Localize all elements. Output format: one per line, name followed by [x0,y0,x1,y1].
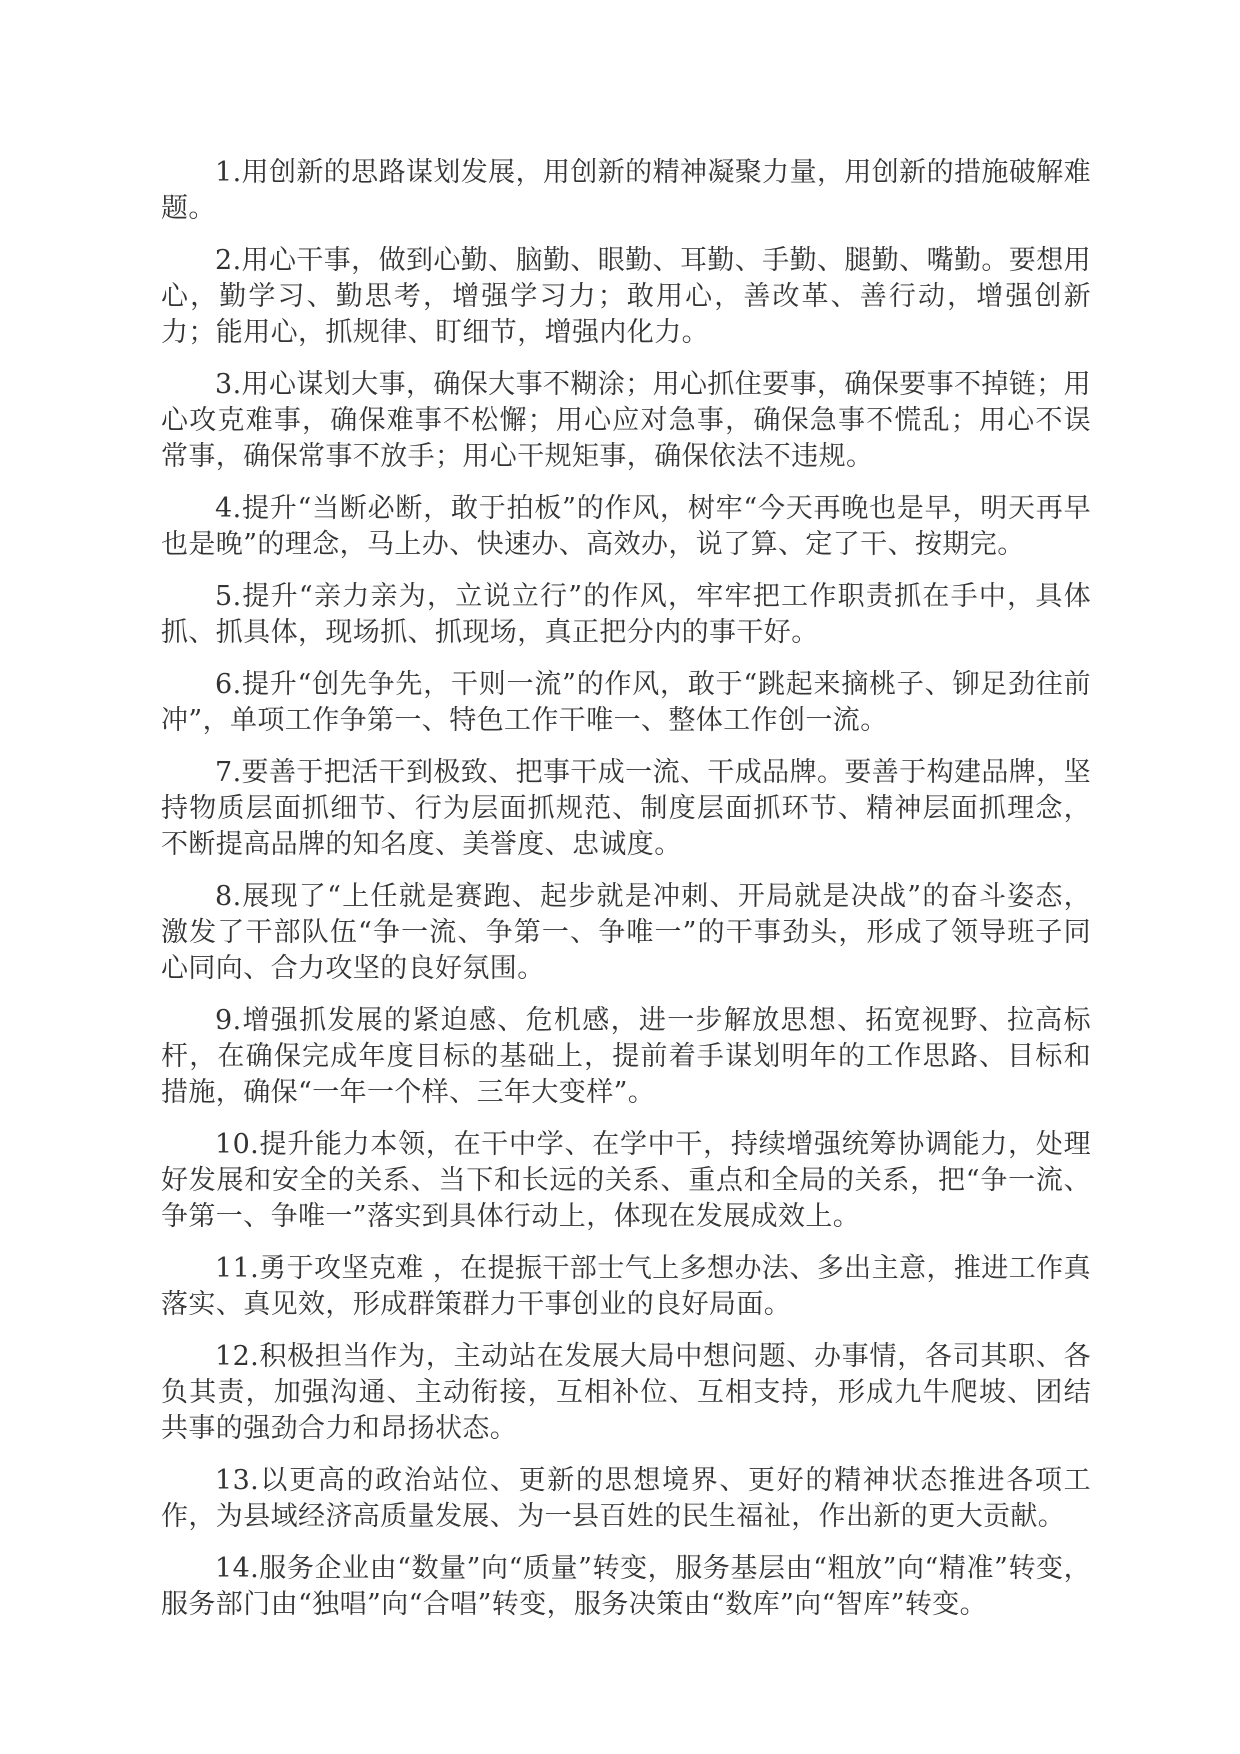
document-page [161,155,1091,1639]
paragraph-9: 9.增强抓发展的紧迫感、危机感，进一步解放思想、拓宽视野、拉高标杆，在确保完成年度目标的基础上，提前着手谋划明年的工作思路、目标和措施，确保“一年一个样、三年大变样”。 [161,1005,1091,1108]
paragraph-10: 10.提升能力本领，在干中学、在学中干，持续增强统筹协调能力，处理好发展和安全的关系、当下和长远的关系、重点和全局的关系，把“争一流、争第一、争唯一”落实到具体行动上，体现在发展成效上。 [161,1129,1091,1232]
paragraph-5: 5.提升“亲力亲为，立说立行”的作风，牢牢把工作职责抓在手中，具体抓、抓具体，现场抓、抓现场，真正把分内的事干好。 [161,581,1091,648]
paragraph-13: 13.以更高的政治站位、更新的思想境界、更好的精神状态推进各项工作，为县域经济高质量发展、为一县百姓的民生福祉，作出新的更大贡献。 [161,1465,1091,1532]
paragraph-12: 12.积极担当作为，主动站在发展大局中想问题、办事情，各司其职、各负其责，加强沟通、主动衔接，互相补位、互相支持，形成九牛爬坡、团结共事的强劲合力和昂扬状态。 [161,1341,1091,1444]
paragraph-7: 7.要善于把活干到极致、把事干成一流、干成品牌。要善于构建品牌，坚持物质层面抓细节、行为层面抓规范、制度层面抓环节、精神层面抓理念，不断提高品牌的知名度、美誉度、忠诚度。 [161,757,1091,860]
paragraph-1: 1.用创新的思路谋划发展，用创新的精神凝聚力量，用创新的措施破解难题。 [161,157,1091,224]
paragraph-11: 11.勇于攻坚克难 ，在提振干部士气上多想办法、多出主意，推进工作真落实、真见效，形成群策群力干事创业的良好局面。 [161,1253,1091,1320]
paragraph-3: 3.用心谋划大事，确保大事不糊涂；用心抓住要事，确保要事不掉链；用心攻克难事，确保难事不松懈；用心应对急事，确保急事不慌乱；用心不误常事，确保常事不放手；用心干规矩事，确保依法不违规。 [161,369,1091,472]
paragraph-2: 2.用心干事，做到心勤、脑勤、眼勤、耳勤、手勤、腿勤、嘴勤。要想用心，勤学习、勤思考，增强学习力；敢用心，善改革、善行动，增强创新力；能用心，抓规律、盯细节，增强内化力。 [161,245,1091,348]
paragraph-4: 4.提升“当断必断，敢于拍板”的作风，树牢“今天再晚也是早，明天再早也是晚”的理念，马上办、快速办、高效办，说了算、定了干、按期完。 [161,493,1091,560]
paragraph-6: 6.提升“创先争先，干则一流”的作风，敢于“跳起来摘桃子、铆足劲往前冲”，单项工作争第一、特色工作干唯一、整体工作创一流。 [161,669,1091,736]
paragraph-8: 8.展现了“上任就是赛跑、起步就是冲刺、开局就是决战”的奋斗姿态，激发了干部队伍“争一流、争第一、争唯一”的干事劲头，形成了领导班子同心同向、合力攻坚的良好氛围。 [161,881,1091,984]
paragraph-14: 14.服务企业由“数量”向“质量”转变，服务基层由“粗放”向“精准”转变，服务部门由“独唱”向“合唱”转变，服务决策由“数库”向“智库”转变。 [161,1553,1091,1620]
